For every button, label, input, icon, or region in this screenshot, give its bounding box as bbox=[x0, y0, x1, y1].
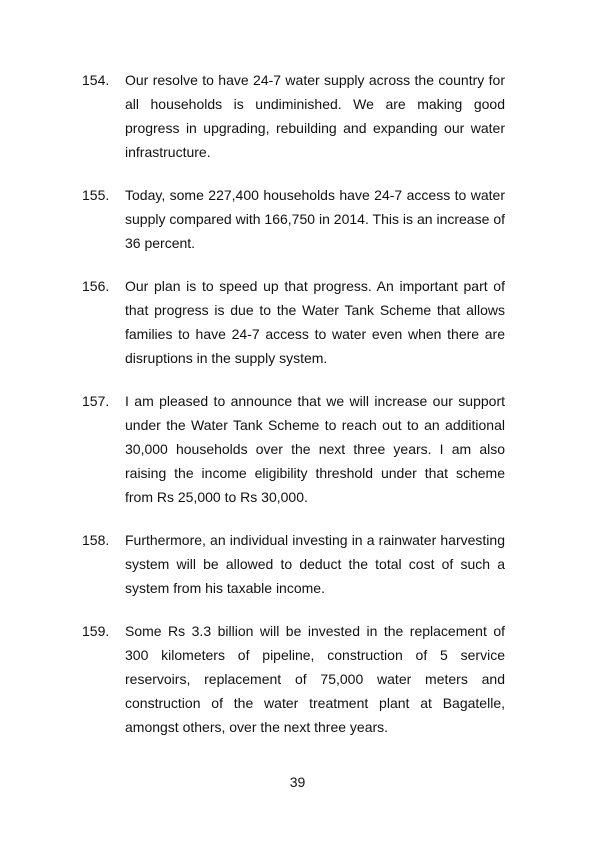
paragraph-number: 158. bbox=[82, 532, 110, 548]
paragraph-text: Furthermore, an individual investing in a rainwater harvesting system will be allowed to deduct the total cost of such a system from his taxable income. bbox=[125, 532, 505, 596]
paragraph-text: Some Rs 3.3 billion will be invested in the replacement of 300 kilometers of pipeline, construction of 5 service reservoirs, replacement of 75,000 water meters and construction of the water treatment plant at Bagatelle, amongst others, over the next three years. bbox=[125, 623, 505, 735]
paragraph-text: Our resolve to have 24-7 water supply across the country for all households is undiminished. We are making good progress in upgrading, rebuilding and expanding our water infrastructure. bbox=[125, 72, 505, 160]
paragraph-number: 157. bbox=[82, 393, 110, 409]
paragraph-text: I am pleased to announce that we will increase our support under the Water Tank Scheme to reach out to an additional 30,000 households over the next three years. I am also raising the income eligibility threshold under that scheme from Rs 25,000 to Rs 30,000. bbox=[125, 393, 505, 505]
paragraph-number: 156. bbox=[82, 278, 110, 294]
page-number: 39 bbox=[289, 774, 306, 790]
paragraph-number: 155. bbox=[82, 187, 110, 203]
paragraph-text: Today, some 227,400 households have 24-7 access to water supply compared with 166,750 in 2014. This is an increase of 36 percent. bbox=[125, 187, 505, 251]
paragraph-number: 159. bbox=[82, 623, 110, 639]
paragraph-number: 154. bbox=[82, 72, 110, 88]
paragraph-text: Our plan is to speed up that progress. An important part of that progress is due to the Water Tank Scheme that allows families to have 24-7 access to water even when there are disruptions in the supply system. bbox=[125, 278, 505, 366]
